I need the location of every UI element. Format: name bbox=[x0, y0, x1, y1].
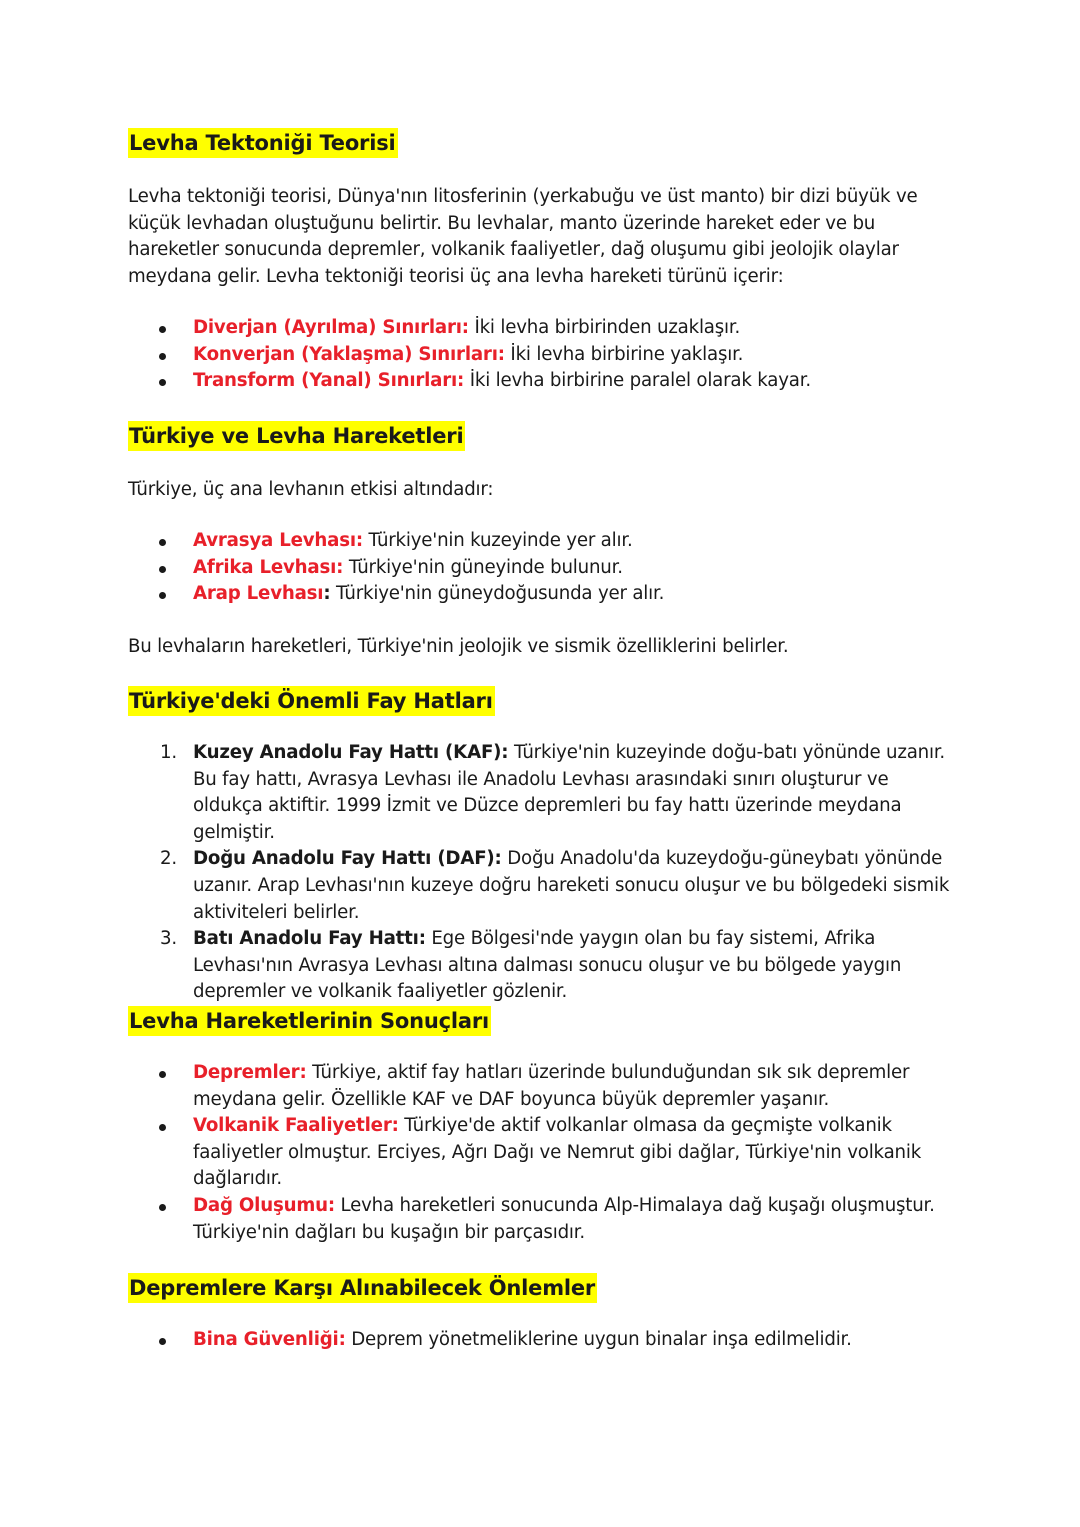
bullet-icon bbox=[159, 353, 166, 360]
list-item-term: Dağ Oluşumu: bbox=[193, 1194, 335, 1216]
bullet-list bbox=[128, 528, 958, 608]
bullet-icon bbox=[159, 1071, 166, 1078]
list-item-number: 3. bbox=[160, 928, 177, 950]
section-heading: Levha Tektoniği Teorisi bbox=[128, 128, 398, 158]
bullet-list bbox=[128, 315, 958, 395]
list-item bbox=[128, 926, 958, 1006]
section-closing-paragraph: Bu levhaların hareketleri, Türkiye'nin jeolojik ve sismik özelliklerini belirler. bbox=[128, 636, 789, 657]
list-item-term: Afrika Levhası: bbox=[193, 556, 344, 578]
list-item-term: Konverjan (Yaklaşma) Sınırları: bbox=[193, 343, 505, 365]
section-plate-results bbox=[128, 1006, 958, 1243]
list-item bbox=[128, 846, 958, 926]
bullet-icon bbox=[159, 1204, 166, 1211]
section-heading: Depremlere Karşı Alınabilecek Önlemler bbox=[128, 1273, 597, 1303]
list-item bbox=[128, 368, 958, 395]
list-item-text: Türkiye, aktif fay hatları üzerinde bulunduğundan sık sık depremler meydana gelir. Özellikle KAF ve DAF boyunca büyük depremler yaşanır. bbox=[193, 1062, 910, 1110]
list-item-term-suffix: : bbox=[323, 583, 331, 605]
list-item bbox=[128, 315, 958, 342]
list-item-term: Volkanik Faaliyetler: bbox=[193, 1115, 399, 1137]
list-item-text: Levha hareketleri sonucunda Alp-Himalaya dağ kuşağı oluşmuştur. Türkiye'nin dağları bu kuşağın bir parçasıdır. bbox=[193, 1194, 935, 1243]
bullet-list bbox=[128, 1060, 958, 1246]
section-paragraph: Levha tektoniği teorisi, Dünya'nın litosferinin (yerkabuğu ve üst manto) bir dizi büyük ve küçük levhadan oluştuğunu belirtir. Bu levhalar, manto üzerinde hareket eder ve bu hareketler sonucunda depremler, volkanik faaliyetler, dağ oluşumu gibi jeolojik olaylar meydana gelir. Levha tektoniği teorisi üç ana levha hareketi türünü içerir: bbox=[128, 186, 918, 287]
list-item bbox=[128, 1113, 958, 1193]
bullet-icon bbox=[159, 326, 166, 333]
section-heading: Türkiye'deki Önemli Fay Hatları bbox=[128, 686, 495, 716]
list-item-term: Bina Güvenliği: bbox=[193, 1329, 346, 1350]
list-item bbox=[128, 1193, 958, 1246]
list-item bbox=[128, 342, 958, 369]
list-item-text: Deprem yönetmeliklerine uygun binalar inşa edilmelidir. bbox=[345, 1329, 852, 1350]
list-item bbox=[128, 528, 958, 555]
list-item-text: Doğu Anadolu'da kuzeydoğu-güneybatı yönünde uzanır. Arap Levhası'nın kuzeye doğru hareketi sonucu oluşur ve bu bölgedeki sismik aktiviteleri belirler. bbox=[193, 848, 950, 923]
list-item-term: Avrasya Levhası: bbox=[193, 530, 363, 551]
list-item bbox=[128, 1327, 958, 1354]
section-turkey-plates bbox=[128, 421, 958, 657]
list-item-number: 2. bbox=[160, 848, 177, 870]
list-item-text: İki levha birbirine yaklaşır. bbox=[504, 343, 744, 365]
bullet-icon bbox=[159, 1338, 166, 1345]
list-item bbox=[128, 740, 958, 846]
list-item-term: Arap Levhası bbox=[193, 583, 324, 605]
bullet-icon bbox=[159, 539, 166, 546]
section-paragraph: Türkiye, üç ana levhanın etkisi altındadır: bbox=[128, 479, 494, 500]
list-item-text: İki levha birbirinden uzaklaşır. bbox=[468, 317, 741, 338]
bullet-list bbox=[128, 1327, 958, 1354]
section-heading: Türkiye ve Levha Hareketleri bbox=[128, 421, 465, 451]
bullet-icon bbox=[159, 1124, 166, 1131]
list-item bbox=[128, 1060, 958, 1113]
section-fault-lines bbox=[128, 686, 958, 1003]
list-item-text: Türkiye'nin güneyinde bulunur. bbox=[343, 556, 623, 578]
list-item-text: Türkiye'nin kuzeyinde yer alır. bbox=[362, 530, 633, 551]
section-heading: Levha Hareketlerinin Sonuçları bbox=[128, 1006, 491, 1036]
section-plate-tectonics bbox=[128, 128, 958, 392]
section-earthquake-precautions bbox=[128, 1273, 958, 1350]
bullet-icon bbox=[159, 566, 166, 573]
list-item-number: 1. bbox=[160, 742, 177, 763]
list-item-text: Türkiye'nin güneydoğusunda yer alır. bbox=[330, 583, 665, 605]
list-item-text: Ege Bölgesi'nde yaygın olan bu fay sistemi, Afrika Levhası'nın Avrasya Levhası altına dalması sonucu oluşur ve bu bölgede yaygın depremler ve volkanik faaliyetler gözlenir. bbox=[193, 928, 902, 1003]
list-item-term: Depremler: bbox=[193, 1062, 307, 1083]
list-item-text: Türkiye'nin kuzeyinde doğu-batı yönünde uzanır. Bu fay hattı, Avrasya Levhası ile Anadolu Levhası arasındaki sınırı oluşturur ve oldukça aktiftir. 1999 İzmit ve Düzce depremleri bu fay hattı üzerinde meydana gelmiştir. bbox=[193, 742, 946, 843]
list-item bbox=[128, 581, 958, 608]
list-item-text: Türkiye'de aktif volkanlar olmasa da geçmişte volkanik faaliyetler olmuştur. Erciyes, Ağrı Dağı ve Nemrut gibi dağlar, Türkiye'nin volkanik dağlarıdır. bbox=[193, 1115, 922, 1190]
list-item-term: Batı Anadolu Fay Hattı: bbox=[193, 928, 426, 950]
list-item-term: Doğu Anadolu Fay Hattı (DAF): bbox=[193, 848, 502, 870]
numbered-list bbox=[128, 740, 958, 1006]
list-item-text: İki levha birbirine paralel olarak kayar. bbox=[464, 370, 811, 392]
list-item bbox=[128, 555, 958, 582]
list-item-term: Diverjan (Ayrılma) Sınırları: bbox=[193, 317, 469, 338]
list-item-term: Transform (Yanal) Sınırları: bbox=[193, 370, 465, 392]
bullet-icon bbox=[159, 379, 166, 386]
list-item-term: Kuzey Anadolu Fay Hattı (KAF): bbox=[193, 742, 509, 763]
bullet-icon bbox=[159, 592, 166, 599]
